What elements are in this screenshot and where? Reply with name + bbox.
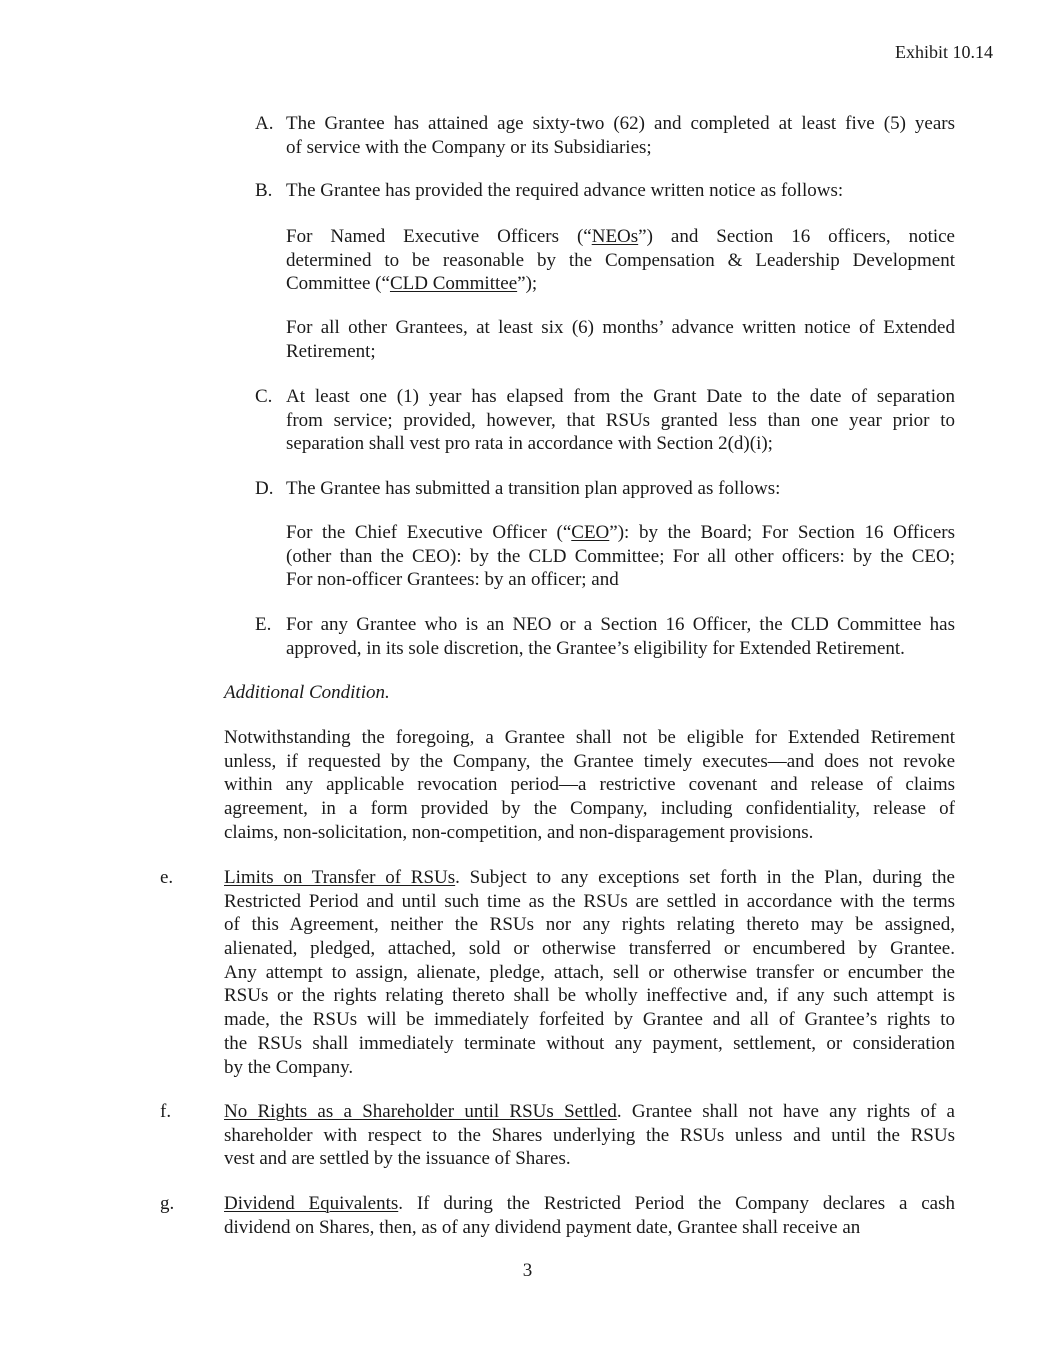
text-line: For Named Executive Officers (“NEOs”) and Section 16 officers, notice [286, 226, 955, 247]
item-label: A. [255, 113, 274, 134]
text-line: (other than the CEO): by the CLD Committee; For all other officers: by the CEO; [286, 545, 955, 567]
item-label: g. [160, 1193, 175, 1214]
text-line: Notwithstanding the foregoing, a Grantee shall not be eligible for Extended Retirement [224, 727, 955, 748]
text-line: The Grantee has attained age sixty-two (62) and completed at least five (5) years [286, 113, 955, 134]
paragraph [286, 112, 955, 159]
text-line: Additional Condition. [224, 682, 390, 703]
text-line: Committee (“CLD Committee”); [286, 273, 538, 295]
underlined-term: CEO [571, 522, 610, 543]
text-line: Any attempt to assign, alienate, pledge, attach, sell or otherwise transfer or encumber the [224, 961, 955, 983]
underlined-term: CLD Committee [389, 273, 518, 295]
text-line: For the Chief Executive Officer (“CEO”): by the Board; For Section 16 Officers [286, 522, 956, 543]
text-line: approved, in its sole discretion, the Grantee’s eligibility for Extended Retirement. [286, 637, 905, 659]
text-line: of this Agreement, neither the RSUs nor any rights relating thereto may be assigned, [224, 914, 955, 936]
text-line: Dividend Equivalents. If during the Restricted Period the Company declares a cash [224, 1193, 955, 1214]
text-line: within any applicable revocation period—a restrictive covenant and release of claims [224, 774, 955, 796]
text-line: determined to be reasonable by the Compensation & Leadership Development [286, 249, 955, 271]
underlined-term: NEOs [591, 226, 639, 247]
text-line: dividend on Shares, then, as of any dividend payment date, Grantee shall receive an [224, 1216, 861, 1238]
paragraph [286, 613, 955, 660]
section-heading [224, 681, 955, 705]
item-label: D. [255, 478, 274, 499]
text-line: from service; provided, however, that RSUs granted less than one year prior to [286, 409, 955, 431]
text-line: made, the RSUs will be immediately forfeited by Grantee and all of Grantee’s rights to [224, 1009, 955, 1031]
text-line: unless, if requested by the Company, the Grantee timely executes—and does not revoke [224, 750, 955, 772]
text-line: the RSUs shall immediately terminate without any payment, settlement, or consideration [224, 1032, 955, 1054]
text-line: For all other Grantees, at least six (6) months’ advance written notice of Extended [286, 317, 955, 338]
text-line: Retirement; [286, 340, 376, 362]
paragraph [286, 179, 955, 203]
item-label: f. [160, 1101, 172, 1122]
text-line: The Grantee has provided the required advance written notice as follows: [286, 180, 844, 201]
item-label: C. [255, 386, 273, 407]
text-line: At least one (1) year has elapsed from the Grant Date to the date of separation [286, 386, 955, 407]
paragraph [286, 316, 955, 363]
text-line: claims, non-solicitation, non-competition, and non-disparagement provisions. [224, 821, 814, 843]
text-line: agreement, in a form provided by the Company, including confidentiality, release of [224, 798, 955, 820]
exhibit-label: Exhibit 10.14 [895, 42, 993, 62]
underlined-term: No Rights as a Shareholder until RSUs Settled [224, 1101, 617, 1122]
item-label: B. [255, 180, 273, 201]
text-line: alienated, pledged, attached, sold or otherwise transferred or encumbered by Grantee. [224, 938, 955, 960]
item-label: E. [255, 614, 272, 635]
text-line: by the Company. [224, 1056, 354, 1078]
text-line: shareholder with respect to the Shares underlying the RSUs unless and until the RSUs [224, 1124, 955, 1146]
underlined-term: Dividend Equivalents [224, 1193, 399, 1214]
text-line: vest and are settled by the issuance of Shares. [224, 1148, 571, 1170]
text-line: of service with the Company or its Subsidiaries; [286, 136, 652, 158]
text-line: No Rights as a Shareholder until RSUs Settled. Grantee shall not have any rights of a [224, 1101, 955, 1122]
paragraph [286, 521, 955, 592]
text-line: For non-officer Grantees: by an officer; and [286, 569, 619, 591]
text-line: separation shall vest pro rata in accordance with Section 2(d)(i); [286, 433, 773, 455]
paragraph [286, 385, 955, 456]
paragraph [286, 477, 955, 501]
page-number: 3 [522, 1260, 533, 1281]
paragraph [224, 726, 955, 844]
item-label: e. [160, 867, 174, 888]
text-line: RSUs or the rights relating thereto shall be wholly ineffective and, if any such attempt is [224, 985, 955, 1007]
paragraph [224, 1192, 955, 1239]
paragraph [224, 866, 955, 1079]
paragraph [286, 225, 955, 296]
underlined-term: Limits on Transfer of RSUs [224, 867, 456, 888]
paragraph [224, 1100, 955, 1171]
text-line: Restricted Period and until such time as the RSUs are settled in accordance with the terms [224, 890, 955, 912]
text-line: The Grantee has submitted a transition plan approved as follows: [286, 478, 781, 499]
text-line: Limits on Transfer of RSUs. Subject to any exceptions set forth in the Plan, during the [224, 867, 955, 888]
text-line: For any Grantee who is an NEO or a Section 16 Officer, the CLD Committee has [286, 614, 955, 635]
